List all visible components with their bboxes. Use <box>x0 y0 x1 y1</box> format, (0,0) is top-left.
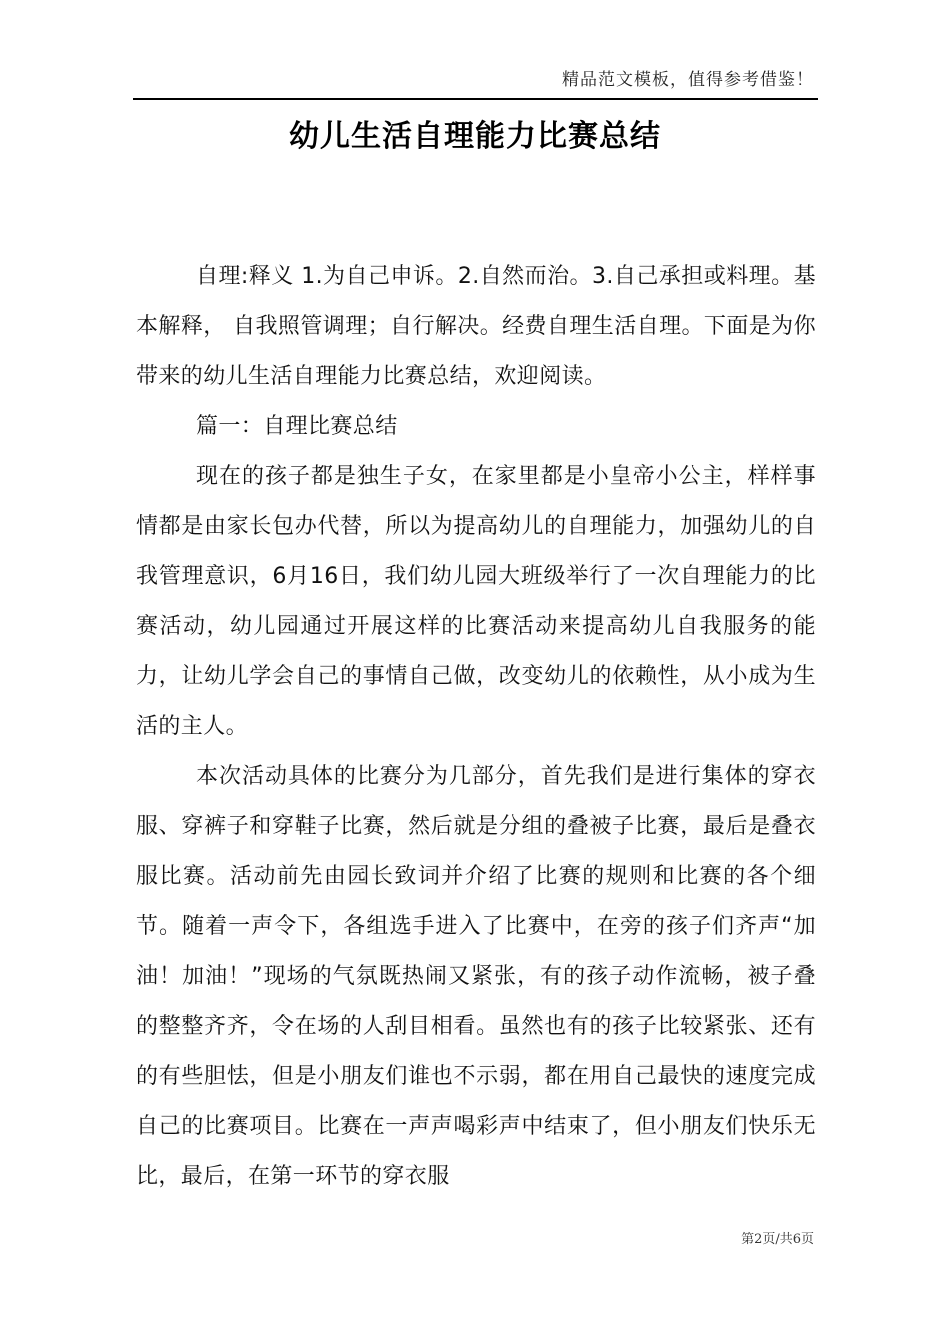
page-number: 第2页/共6页 <box>741 1232 814 1247</box>
paragraph-background: 现在的孩子都是独生子女，在家里都是小皇帝小公主，样样事情都是由家长包办代替，所以为提高幼儿的自理能力，加强幼儿的自我管理意识，6月16日，我们幼儿园大班级举行了一次自理能力的比赛活动，幼儿园通过开展这样的比赛活动来提高幼儿自我服务的能力，让幼儿学会自己的事情自己做，改变幼儿的依赖性，从小成为生活的主人。 <box>136 464 816 739</box>
header-divider <box>133 98 818 100</box>
paragraph-intro: 自理:释义 1.为自己申诉。2.自然而治。3.自己承担或料理。基本解释， 自我照管调理；自行解决。经费自理生活自理。下面是为你带来的幼儿生活自理能力比赛总结，欢迎阅读。 <box>136 264 816 389</box>
page-header-text: 精品范文模板，值得参考借鉴！ <box>562 70 814 90</box>
document-body <box>136 252 816 1202</box>
section-heading: 篇一：自理比赛总结 <box>196 414 398 439</box>
paragraph-activity: 本次活动具体的比赛分为几部分，首先我们是进行集体的穿衣服、穿裤子和穿鞋子比赛，然后就是分组的叠被子比赛，最后是叠衣服比赛。活动前先由园长致词并介绍了比赛的规则和比赛的各个细节。随着一声令下，各组选手进入了比赛中，在旁的孩子们齐声“加油！加油！”现场的气氛既热闹又紧张，有的孩子动作流畅，被子叠的整整齐齐，令在场的人刮目相看。虽然也有的孩子比较紧张、还有的有些胆怯，但是小朋友们谁也不示弱，都在用自己最快的速度完成自己的比赛项目。比赛在一声声喝彩声中结束了，但小朋友们快乐无比，最后，在第一环节的穿衣服 <box>136 764 816 1189</box>
document-title: 幼儿生活自理能力比赛总结 <box>289 119 661 154</box>
